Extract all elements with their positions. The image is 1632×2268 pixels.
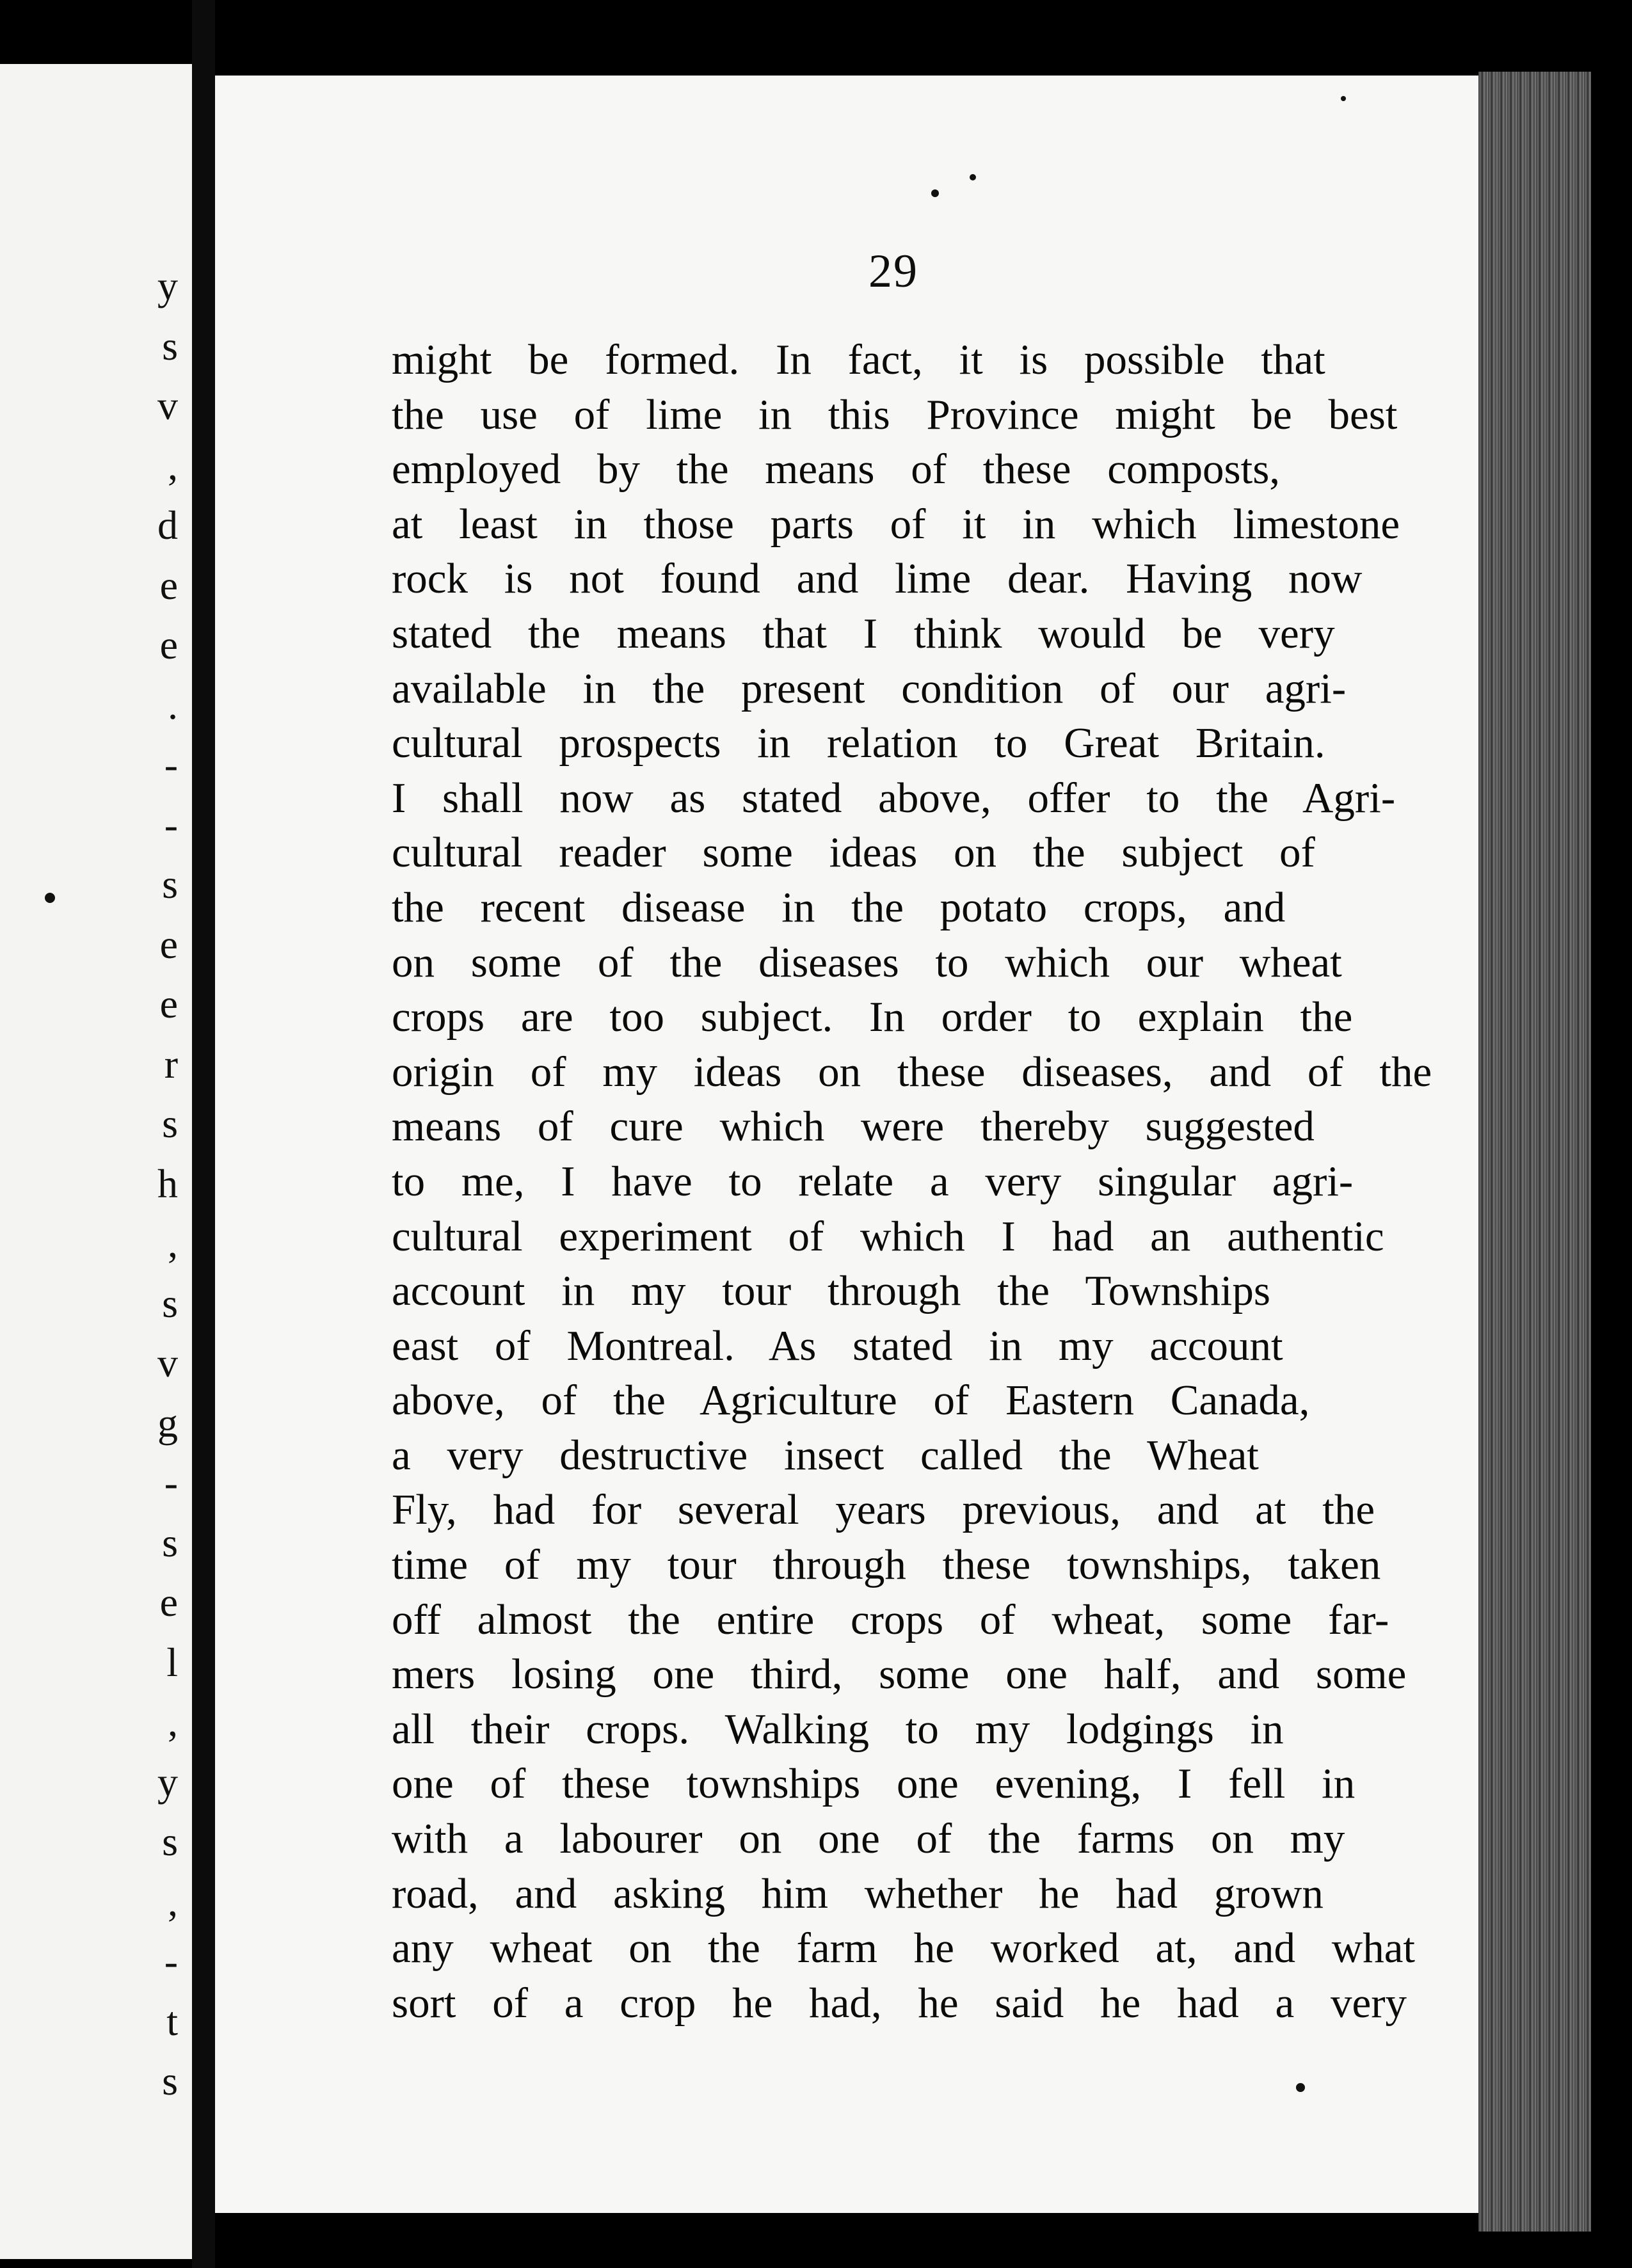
left-page-fragment: e [159,622,178,667]
text-line: with a labourer on one of the farms on my [392,1815,1345,1863]
text-line: cultural prospects in relation to Great Britain. [392,719,1325,767]
left-page-fragment: e [159,981,178,1026]
left-page-fragment: s [162,2058,178,2104]
left-facing-page [0,64,196,2259]
speck [970,174,976,180]
text-line: origin of my ideas on these diseases, and of the [392,1048,1432,1096]
text-line: east of Montreal. As stated in my account [392,1322,1283,1370]
text-line: the recent disease in the potato crops, and [392,883,1286,931]
text-line: means of cure which were thereby suggested [392,1103,1315,1151]
left-page-fragment: , [168,442,178,488]
text-line: road, and asking him whether he had grown [392,1869,1324,1917]
speck [45,893,55,903]
left-page-fragment: s [162,323,178,369]
left-page-fragment: - [164,1938,178,1984]
text-line: rock is not found and lime dear. Having now [392,555,1363,603]
text-line: might be formed. In fact, it is possible that [392,336,1325,383]
left-page-fragment: r [164,1041,178,1087]
left-page-fragment: e [159,562,178,608]
left-page-fragment: y [157,263,178,308]
text-line: Fly, had for several years previous, and at the [392,1486,1375,1534]
text-line: available in the present condition of our agri- [392,664,1347,712]
text-line: on some of the diseases to which our wheat [392,938,1342,986]
left-page-fragment: - [164,801,178,847]
text-line: account in my tour through the Townships [392,1267,1270,1315]
text-line: at least in those parts of it in which limestone [392,500,1400,548]
text-line: off almost the entire crops of wheat, some far- [392,1595,1389,1643]
body-text [392,333,1435,2031]
page-number: 29 [868,245,918,298]
text-line: sort of a crop he had, he said he had a very [392,1979,1407,2027]
left-page-fragment: t [166,1998,178,2044]
speck [1341,96,1346,101]
left-page-fragment: h [157,1160,178,1206]
text-line: cultural reader some ideas on the subject of [392,829,1315,877]
left-page-fragment: s [162,861,178,907]
text-line: to me, I have to relate a very singular agri- [392,1157,1354,1205]
text-line: cultural experiment of which I had an authentic [392,1212,1384,1260]
speck [931,189,939,197]
left-page-fragment: v [157,1340,178,1386]
left-page-fragment: s [162,1819,178,1864]
book-gutter [192,0,215,2268]
left-page-fragments [0,64,192,2259]
text-line: above, of the Agriculture of Eastern Canada, [392,1377,1310,1425]
left-page-fragment: , [168,1220,178,1266]
left-page-fragment: v [157,383,178,428]
text-line: all their crops. Walking to my lodgings in [392,1705,1284,1753]
left-page-fragment: - [164,742,178,787]
left-page-fragment: , [168,1699,178,1745]
left-page-fragment: , [168,1878,178,1924]
text-line: crops are too subject. In order to explain the [392,993,1353,1041]
text-line: employed by the means of these composts, [392,445,1281,493]
page-edges [1478,72,1591,2232]
left-page-fragment: s [162,1101,178,1146]
left-page-fragment: - [164,1460,178,1505]
left-page-fragment: s [162,1280,178,1326]
left-page-fragment: e [159,1579,178,1625]
left-page-fragment: . [168,682,178,728]
text-line: time of my tour through these townships, taken [392,1541,1381,1589]
text-line: one of these townships one evening, I fell in [392,1760,1356,1808]
text-line: a very destructive insect called the Wheat [392,1431,1259,1479]
text-line: mers losing one third, some one half, and some [392,1650,1407,1698]
left-page-fragment: l [166,1639,178,1685]
left-page-fragment: d [157,502,178,548]
text-line: any wheat on the farm he worked at, and what [392,1924,1416,1972]
text-line: I shall now as stated above, offer to the Agri- [392,774,1396,822]
left-page-fragment: e [159,921,178,967]
text-line: stated the means that I think would be very [392,609,1335,657]
text-line: the use of lime in this Province might be best [392,390,1398,438]
left-page-fragment: g [157,1400,178,1446]
left-page-fragment: y [157,1759,178,1805]
left-page-fragment: s [162,1519,178,1565]
speck [1296,2083,1305,2092]
